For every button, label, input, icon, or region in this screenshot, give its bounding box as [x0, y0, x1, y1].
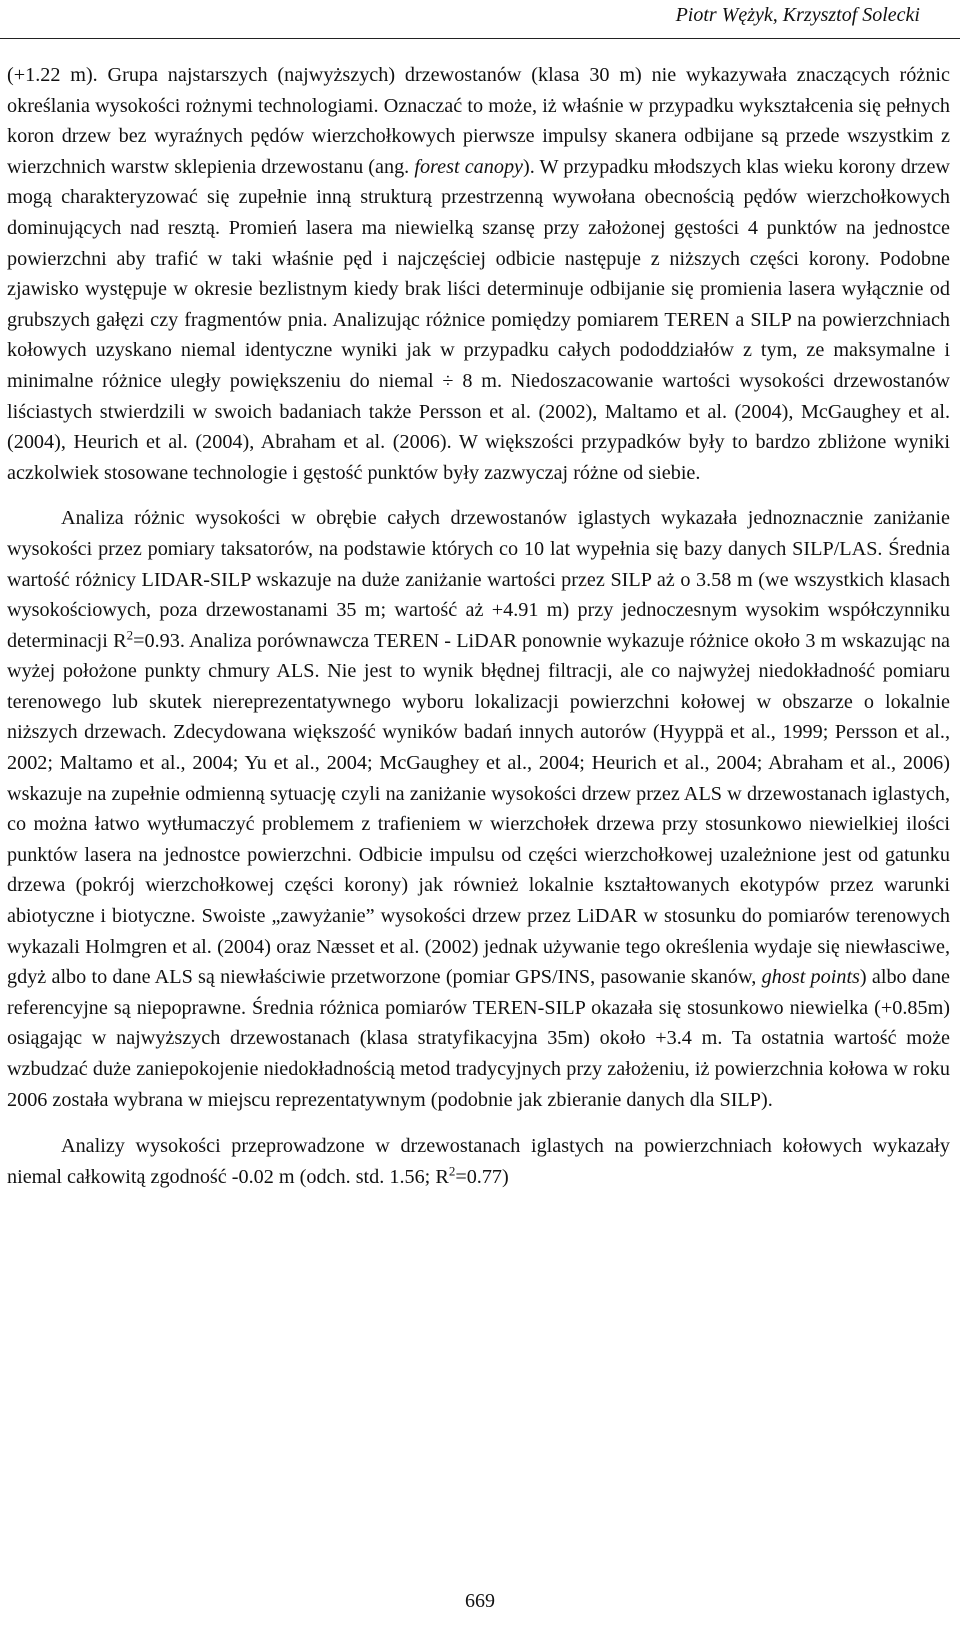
running-header — [0, 0, 960, 40]
paragraph-1-text-a: (+1.22 m). Grupa najstarszych (najwyższych) drzewostanów (klasa 30 m) nie wykazywała znaczących różnic określania wysokości rożnymi technologiami. Oznaczać to może, iż właśnie w przypadku wykształcenia się pełnych koron drzew bez wyraźnych pędów wierzchołkowych pierwsze impulsy skanera odbijane są przede wszystkim z wierzchnich warstw sklepienia drzewostanu (ang. — [7, 64, 950, 178]
paragraph-3-text-a: Analizy wysokości przeprowadzone w drzewostanach iglastych na powierzchniach kołowych wykazały niemal całkowitą zgodność -0.02 m (odch. std. 1.56; R — [7, 1135, 950, 1188]
paragraph-1-text-b: ). W przypadku młodszych klas wieku korony drzew mogą charakteryzować się zupełnie inną strukturą przestrzenną wywołana obecnością pędów wierzchołkowych dominujących nad resztą. Promień lasera ma niewielką szansę przy założonej gęstości 4 punktów na jednostce powierzchni aby trafić w taki właśnie pęd i najczęściej odbicie następuje z niższych części korony. Podobne zjawisko występuje w okresie bezlistnym kiedy brak liści determinuje odbijanie się promienia lasera wyłącznie od grubszych gałęzi czy fragmentów pnia. Analizując różnice pomiędzy pomiarem TEREN a SILP na powierzchniach kołowych uzyskano niemal identyczne wyniki jak w przypadku całych pododdziałów z tym, ze maksymalne i minimalne różnice uległy powiększeniu do niemal ÷ 8 m. Niedoszacowanie wartości wysokości drzewostanów liściastych stwierdzili w swoich badaniach także Persson et al. (2002), Maltamo et al. (2004), McGaughey et al. (2004), Heurich et al. (2004), Abraham et al. (2006). W większości przypadków były to bardzo zbliżone wyniki aczkolwiek stosowane technologie i gęstość punktów były zazwyczaj różne od siebie. — [7, 155, 951, 484]
paragraph-3-superscript: 2 — [448, 1163, 456, 1179]
paragraph-2-text-c: ) albo dane referencyjne są niepoprawne. Średnia różnica pomiarów TEREN-SILP okazała się stosunkowo niewielka (+0.85m) osiągając w najwyższych drzewostanach (klasa stratyfikacyjna 35m) około +3.4 m. Ta ostatnia wartość może wzbudzać duże zaniepokojenie niedokładnością metod tradycyjnych przy założeniu, iż powierzchnia kołowa w roku 2006 została wybrana w miejscu reprezentatywnym (podobnie jak zbieranie danych dla SILP). — [7, 966, 950, 1111]
paragraph-2 — [7, 503, 950, 1115]
paragraph-2-superscript: 2 — [126, 626, 134, 642]
paragraph-3 — [7, 1131, 950, 1192]
paragraph-1 — [7, 60, 950, 488]
running-title: Piotr Wężyk, Krzysztof Solecki — [675, 4, 920, 26]
header-rule — [0, 38, 960, 39]
paragraph-2-text-a: Analiza różnic wysokości w obrębie całych drzewostanów iglastych wykazała jednoznacznie zaniżanie wysokości przez pomiary taksatorów, na podstawie których co 10 lat wypełnia się bazy danych SILP/LAS. Średnia wartość różnicy LIDAR-SILP wskazuje na duże zaniżanie wartości przez SILP aż o 3.58 m (we wszystkich klasach wysokościowych, poza drzewostanami 35 m; wartość aż +4.91 m) przy jednoczesnym wysokim współczynniku determinacji R — [7, 507, 950, 652]
paragraph-1-term-forest-canopy: forest canopy — [414, 155, 524, 178]
paragraph-2-term-ghost-points: ghost points — [761, 966, 860, 989]
paragraph-2-text-b: =0.93. Analiza porównawcza TEREN - LiDAR ponownie wykazuje różnice około 3 m wskazując na wyżej położone punkty chmury ALS. Nie jest to wynik błędnej filtracji, ale co najwyżej niedokładność pomiaru terenowego lub skutek niereprezentatywnego wyboru lokalizacji powierzchni kołowej w obszarze o lokalnie niższych drzewach. Zdecydowana większość wyników badań innych autorów (Hyyppä et al., 1999; Persson et al., 2002; Maltamo et al., 2004; Yu et al., 2004; McGaughey et al., 2004; Heurich et al., 2004; Abraham et al., 2006) wskazuje na zupełnie odmienną sytuację czyli na zaniżanie wysokości drzew przez ALS w drzewostanach iglastych, co można łatwo wytłumaczyć problemem z trafieniem w wierzchołek drzewa przy stosunkowo niewielkiej ilości punktów lasera na jednostce powierzchni. Odbicie impulsu od części wierzchołkowej uzależnione jest od gatunku drzewa (pokrój wierzchołkowej części korony) jak również lokalnie kształtowanych ekotypów przez warunki abiotyczne i biotyczne. Swoiste „zawyżanie” wysokości drzew przez LiDAR w stosunku do pomiarów terenowych wykazali Holmgren et al. (2004) oraz Næsset et al. (2002) jednak używanie tego określenia wydaje się niewłasciwe, gdyż albo to dane ALS są niewłaściwie przetworzone (pomiar GPS/INS, pasowanie skanów, — [7, 629, 950, 989]
body-text — [7, 60, 950, 1192]
page-number: 669 — [465, 1590, 495, 1612]
paragraph-3-text-b: =0.77) — [455, 1165, 509, 1188]
